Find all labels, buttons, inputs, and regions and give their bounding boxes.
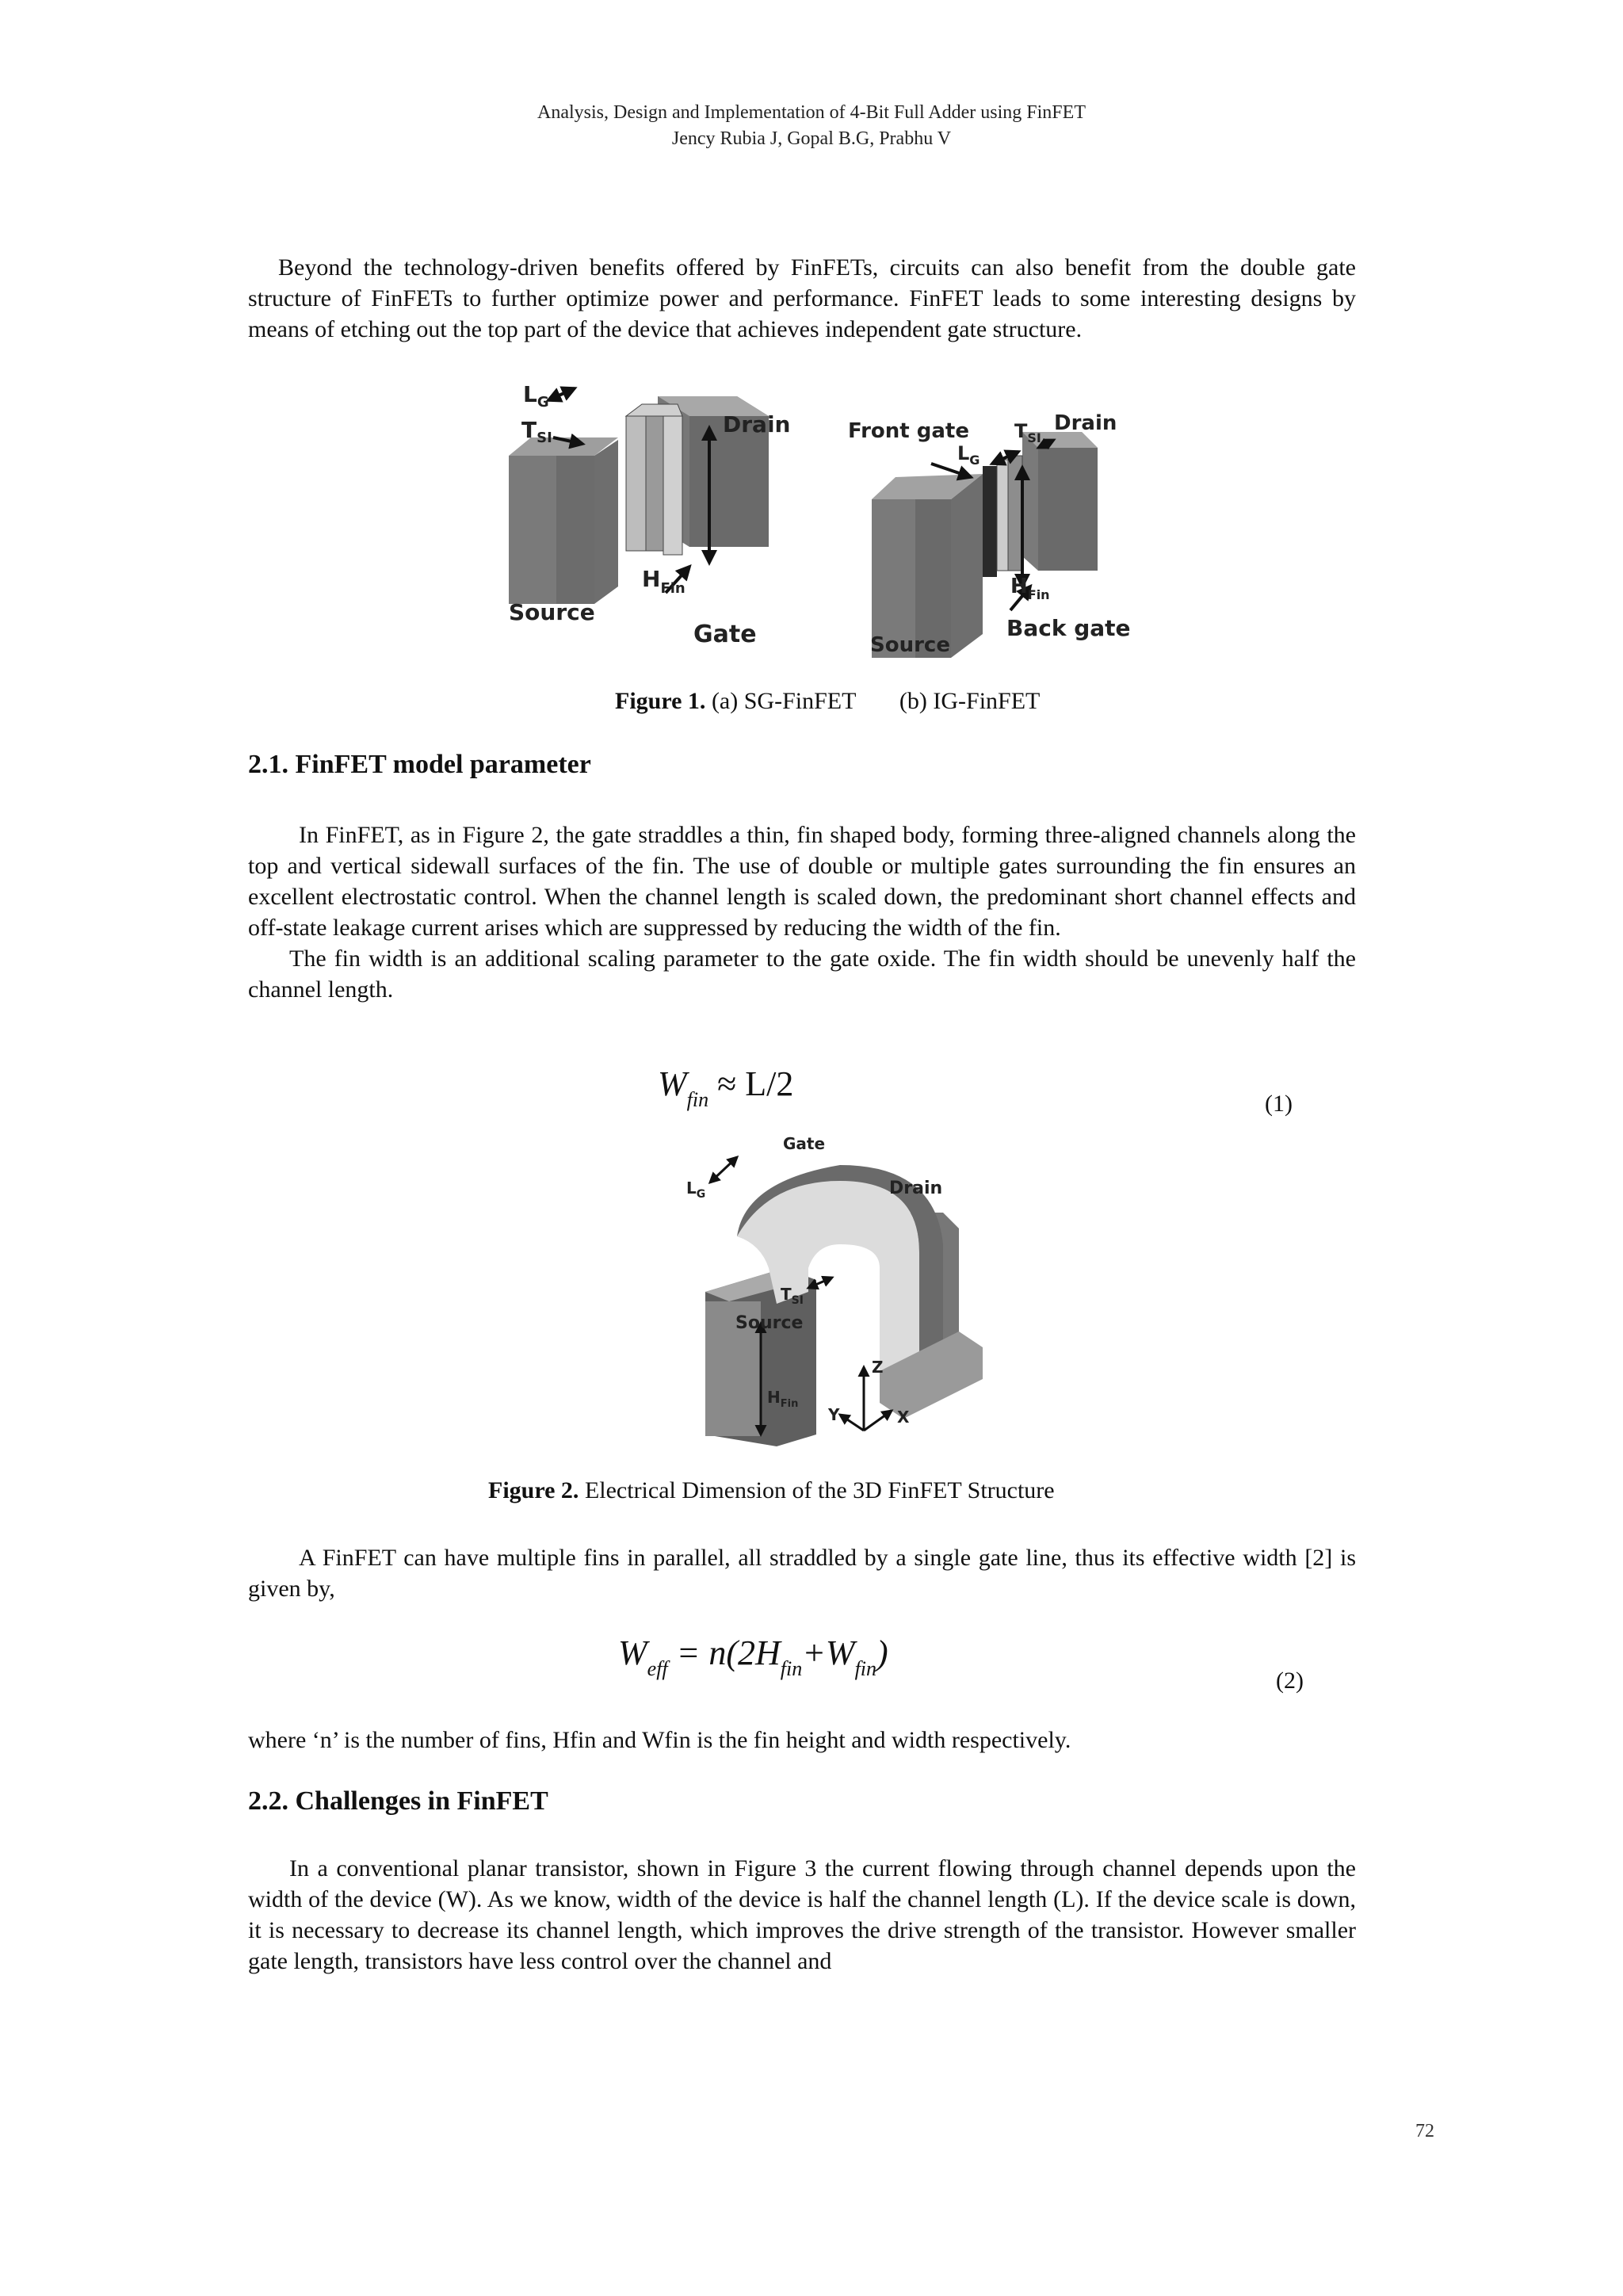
figure-2-drawing bbox=[682, 1133, 999, 1450]
multi-fin-paragraph: A FinFET can have multiple fins in parallel, all straddled by a single gate line, thus its effective width [2] is given by, bbox=[248, 1545, 1356, 1602]
label-tsi-fig2: $T_{SI}$ bbox=[781, 1285, 804, 1307]
label-x-axis: X bbox=[897, 1408, 910, 1427]
label-source-fig2: Source bbox=[735, 1313, 804, 1333]
section-2-1-body bbox=[248, 819, 1356, 1005]
equation-1: $W_{fin} \approx L/2$ bbox=[658, 1064, 794, 1111]
section-2-2-body bbox=[248, 1853, 1356, 1977]
label-hfin-b: $H_{Fin}$ bbox=[1010, 575, 1050, 602]
header-authors: Jency Rubia J, Gopal B.G, Prabhu V bbox=[671, 128, 952, 149]
section-2-1-heading: 2.1. FinFET model parameter bbox=[248, 750, 591, 779]
label-hfin-fig2: $H_{Fin}$ bbox=[767, 1388, 799, 1410]
label-hfin-a: $H_{Fin}$ bbox=[642, 566, 685, 597]
label-source-a: Source bbox=[509, 599, 595, 625]
equation-1-number: (1) bbox=[1265, 1091, 1293, 1117]
figure-2-caption: Figure 2. Electrical Dimension of the 3D FinFET Structure bbox=[488, 1477, 1055, 1503]
finfet-3d-illustration bbox=[686, 1134, 983, 1446]
sg-finfet-illustration bbox=[509, 381, 790, 648]
running-header bbox=[0, 100, 1623, 152]
label-lg-b: $L_G$ bbox=[957, 442, 980, 468]
figure-1-drawing bbox=[499, 380, 1131, 666]
section-2-2-para-1: In a conventional planar transistor, shown in Figure 3 the current flowing through channel depends upon the width of the device (W). As we know, width of the device is half the channel length (L). If the device scale is down, it is necessary to decrease its channel length, which improves the drive strength of the transistor. However smaller gate length, transistors have less control over the channel and bbox=[248, 1855, 1356, 1974]
label-tsi-b: $T_{SI}$ bbox=[1014, 420, 1041, 445]
figure-2 bbox=[682, 1133, 999, 1450]
label-lg-fig2: $L_G$ bbox=[686, 1179, 706, 1201]
section-2-2-heading: 2.2. Challenges in FinFET bbox=[248, 1786, 548, 1816]
ig-finfet-illustration bbox=[848, 411, 1131, 658]
intro-paragraph: Beyond the technology-driven benefits offered by FinFETs, circuits can also benefit from the double gate structure of FinFETs to further optimize power and performance. FinFET leads to some interesting designs by means of etching out the top part of the device that achieves independent gate structure. bbox=[248, 254, 1356, 342]
page-number: 72 bbox=[1415, 2121, 1434, 2141]
label-tsi-a: $T_{SI}$ bbox=[521, 417, 552, 446]
section-2-1-para-1: In FinFET, as in Figure 2, the gate straddles a thin, fin shaped body, forming three-aligned channels along the top and vertical sidewall surfaces of the fin. The use of double or multiple gates surrounding the fin ensures an excellent electrostatic control. When the channel length is scaled down, the predominant short channel effects and off-state leakage current arises which are suppressed by reducing the width of the fin. bbox=[248, 822, 1356, 941]
label-drain-a: Drain bbox=[723, 411, 791, 437]
label-front-gate-b: Front gate bbox=[848, 419, 969, 443]
where-paragraph: where ‘n’ is the number of fins, Hfin and Wfin is the fin height and width respectively. bbox=[248, 1727, 1071, 1753]
label-z-axis: Z bbox=[872, 1358, 884, 1377]
label-source-b: Source bbox=[870, 633, 950, 657]
header-title: Analysis, Design and Implementation of 4-Bit Full Adder using FinFET bbox=[537, 102, 1086, 123]
figure-1 bbox=[499, 380, 1131, 666]
label-drain-fig2: Drain bbox=[889, 1179, 943, 1198]
equation-2-number: (2) bbox=[1276, 1668, 1304, 1694]
label-back-gate-b: Back gate bbox=[1006, 615, 1131, 641]
label-drain-b: Drain bbox=[1054, 411, 1117, 435]
label-y-axis: Y bbox=[828, 1405, 840, 1424]
figure-1-caption: Figure 1. (a) SG-FinFET (b) IG-FinFET bbox=[615, 688, 1041, 714]
equation-2: $W_{eff} = n(2H_{fin}+W_{fin})$ bbox=[618, 1633, 888, 1680]
section-2-1-para-2: The fin width is an additional scaling parameter to the gate oxide. The fin width should be unevenly half the channel length. bbox=[248, 946, 1356, 1003]
label-gate-a: Gate bbox=[693, 621, 757, 648]
label-gate-fig2: Gate bbox=[783, 1134, 826, 1153]
label-lg-a: $L_G$ bbox=[523, 381, 549, 411]
